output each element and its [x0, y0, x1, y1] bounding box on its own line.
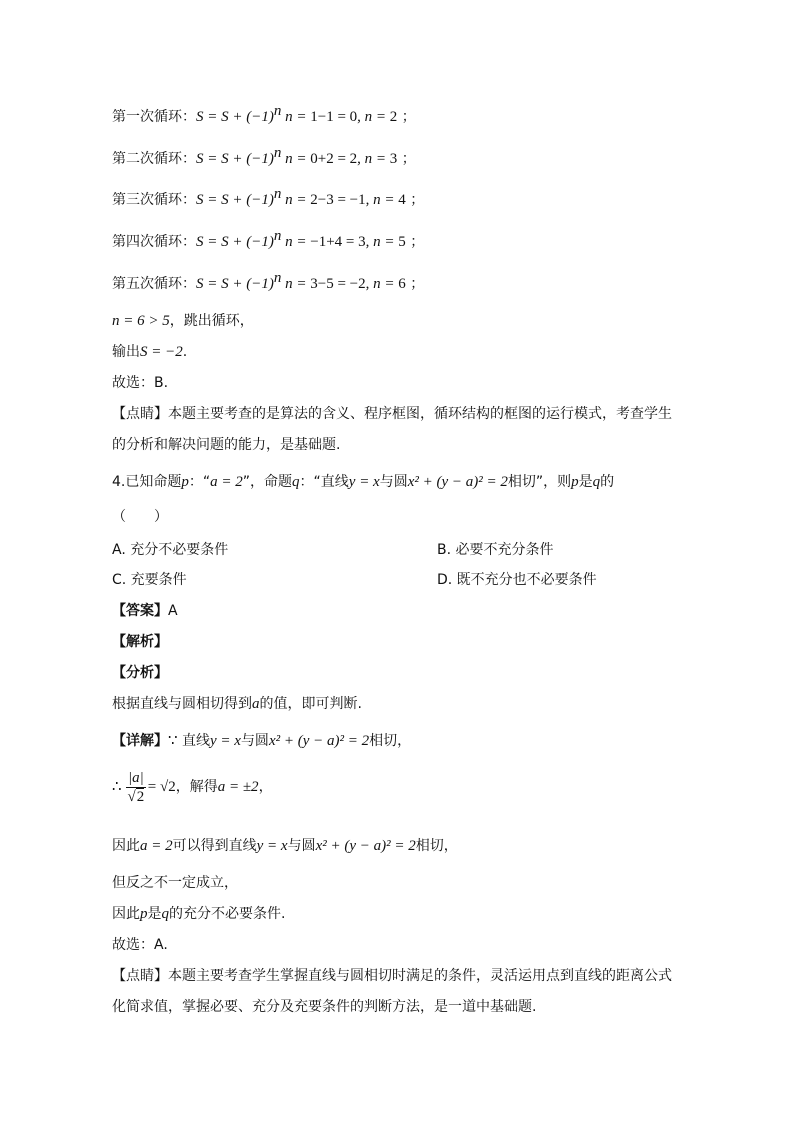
- output-expr: S = −2: [140, 344, 183, 360]
- q4-q: q: [592, 474, 601, 490]
- concl-p: p: [140, 906, 148, 922]
- q4-p: p: [181, 474, 189, 490]
- loop-line-3: 第三次循环：$S = S + (-1)^n$ n = 2−3 = −1, n = 4 ；: [112, 186, 425, 208]
- exit-line: [112, 311, 254, 331]
- loop-line-4: 第四次循环：$S = S + (-1)^n$ n = −1+4 = 3, n = 5 ；: [112, 228, 425, 250]
- analysis-label: 【解析】: [112, 634, 168, 650]
- exit-text: ，跳出循环，: [169, 313, 254, 329]
- loop-formula: S = S + (−1): [196, 192, 274, 208]
- loop-label: 第二次循环：: [112, 151, 196, 167]
- converse-line: 但反之不一定成立，: [112, 875, 238, 891]
- q4-cond-a: a = 2: [210, 474, 243, 490]
- hence-text: 与圆: [287, 838, 316, 854]
- q4-prefix: 4.已知命题: [112, 474, 182, 490]
- loop-formula: S = S + (−1): [196, 109, 274, 125]
- because-symbol: ∵: [168, 733, 178, 749]
- hence-text: 可以得到直线: [172, 838, 257, 854]
- loop-formula: S = S + (−1): [196, 276, 274, 292]
- loop-calc: 3−5 = −2,: [310, 276, 370, 292]
- sqrt-radicand: 2: [136, 788, 145, 805]
- fenxi-label: 【分析】: [112, 665, 168, 681]
- loop-n: 3: [389, 151, 398, 167]
- loop-formula-tail: n =: [281, 151, 311, 167]
- q4-text: ：“: [188, 474, 211, 490]
- detail-label: 【详解】: [112, 733, 168, 749]
- hence-text: 相切，: [415, 838, 458, 854]
- answer-line: [112, 601, 178, 621]
- hence-line-eq: y = x: [256, 838, 288, 854]
- detail-text: 相切，: [369, 733, 412, 749]
- concl-q: q: [161, 906, 169, 922]
- fraction-numerator: |a|: [128, 769, 144, 786]
- solve-expr: a = ±2: [217, 779, 259, 795]
- detail-line-eq: y = x: [210, 733, 241, 749]
- fraction-rhs: = √2: [147, 779, 176, 795]
- output-prefix: 输出: [112, 344, 140, 360]
- q4-p: p: [571, 474, 579, 490]
- loop-formula-tail: n =: [281, 109, 311, 125]
- loop-formula-tail: n =: [281, 192, 311, 208]
- comment-q4-line2: 化简求值，掌握必要、充分及充要条件的判断方法，是一道中基础题.: [112, 999, 537, 1015]
- exit-condition: n = 6 > 5: [112, 313, 170, 329]
- loop-calc: −1+4 = 3,: [310, 234, 370, 250]
- loop-exponent: n: [273, 186, 282, 202]
- answer-value: A: [168, 603, 178, 619]
- loop-n: 4: [398, 192, 406, 208]
- hence-text: 因此: [112, 838, 140, 854]
- comment-q3-line2: 的分析和解决问题的能力，是基础题.: [112, 437, 341, 453]
- hence-circle-eq: x² + (y − a)² = 2: [315, 838, 416, 854]
- q4-text: ”，命题: [242, 474, 293, 490]
- fenxi-text: [112, 694, 362, 714]
- option-a: A. 充分不必要条件: [112, 542, 229, 558]
- loop-exponent: n: [273, 270, 282, 286]
- fraction: [126, 769, 146, 806]
- concl-text: 因此: [112, 906, 140, 922]
- fenxi-text-part: 的值，即可判断.: [259, 696, 362, 712]
- loop-label: 第四次循环：: [112, 234, 196, 250]
- q4-text: 是: [578, 474, 593, 490]
- concl-text: 的充分不必要条件.: [169, 906, 286, 922]
- q4-line-eq: y = x: [348, 474, 380, 490]
- loop-calc: 1−1 = 0,: [310, 109, 361, 125]
- hence-line: [112, 836, 458, 856]
- option-d: D. 既不充分也不必要条件: [437, 572, 597, 588]
- q4-circle-eq: x² + (y − a)² = 2: [407, 474, 508, 490]
- loop-formula-tail: n =: [281, 234, 311, 250]
- loop-exponent: n: [273, 103, 282, 119]
- q4-q: q: [292, 474, 300, 490]
- loop-n: 5: [398, 234, 406, 250]
- loop-formula: S = S + (−1): [196, 151, 274, 167]
- detail-line: [112, 731, 411, 751]
- solve-end: ，: [258, 779, 273, 795]
- q4-text: 与圆: [379, 474, 408, 490]
- comment-q3-line1: 【点睛】本题主要考查的是算法的含义、程序框图，循环结构的框图的运行模式，考查学生: [112, 406, 672, 422]
- detail-text: 直线: [182, 733, 210, 749]
- loop-formula-tail: n =: [281, 276, 311, 292]
- therefore-symbol: ∴: [112, 779, 122, 795]
- question-4-stem: [112, 472, 614, 492]
- output-line: 输出S = −2.: [112, 344, 188, 360]
- answer-choice-q3: 故选：B.: [112, 375, 169, 391]
- loop-line-2: 第二次循环：$S = S + (-1)^n$ n = 0+2 = 2, n = 3 ；: [112, 145, 416, 167]
- answer-choice-q4: 故选：A.: [112, 937, 168, 953]
- loop-exponent: n: [273, 145, 282, 161]
- loop-label: 第三次循环：: [112, 192, 196, 208]
- q4-paren: （ ）: [112, 509, 168, 525]
- fraction-denominator: √2: [127, 788, 145, 805]
- loop-n: 6: [398, 276, 406, 292]
- detail-text: 与圆: [240, 733, 269, 749]
- fenxi-text-part: 根据直线与圆相切得到: [112, 696, 252, 712]
- comment-q4-line1: 【点睛】本题主要考查学生掌握直线与圆相切时满足的条件，灵活运用点到直线的距离公式: [112, 968, 672, 984]
- fenxi-var: a: [252, 696, 260, 712]
- loop-formula: S = S + (−1): [196, 234, 274, 250]
- concl-text: 是: [147, 906, 162, 922]
- loop-calc: 2−3 = −1,: [310, 192, 370, 208]
- solve-text: ，解得: [175, 779, 218, 795]
- loop-label: 第一次循环：: [112, 109, 196, 125]
- q4-text: ：“直线: [299, 474, 349, 490]
- loop-exponent: n: [273, 228, 282, 244]
- loop-line-1: 第一次循环：$S = S + (-1)^n$ n = 1−1 = 0, n = 2 ；: [112, 103, 416, 125]
- conclusion-line: [112, 904, 285, 924]
- loop-label: 第五次循环：: [112, 276, 196, 292]
- q4-text: 相切”，则: [507, 474, 572, 490]
- loop-n: 2: [389, 109, 398, 125]
- option-c: C. 充要条件: [112, 572, 187, 588]
- solve-line: [112, 768, 273, 806]
- option-b: B. 必要不充分条件: [437, 542, 554, 558]
- loop-calc: 0+2 = 2,: [310, 151, 361, 167]
- loop-line-5: 第五次循环：$S = S + (-1)^n$ n = 3−5 = −2, n = 6 ；: [112, 270, 425, 292]
- hence-a: a = 2: [140, 838, 173, 854]
- detail-circle-eq: x² + (y − a)² = 2: [268, 733, 370, 749]
- q4-text: 的: [600, 474, 615, 490]
- answer-label: 【答案】: [112, 603, 168, 619]
